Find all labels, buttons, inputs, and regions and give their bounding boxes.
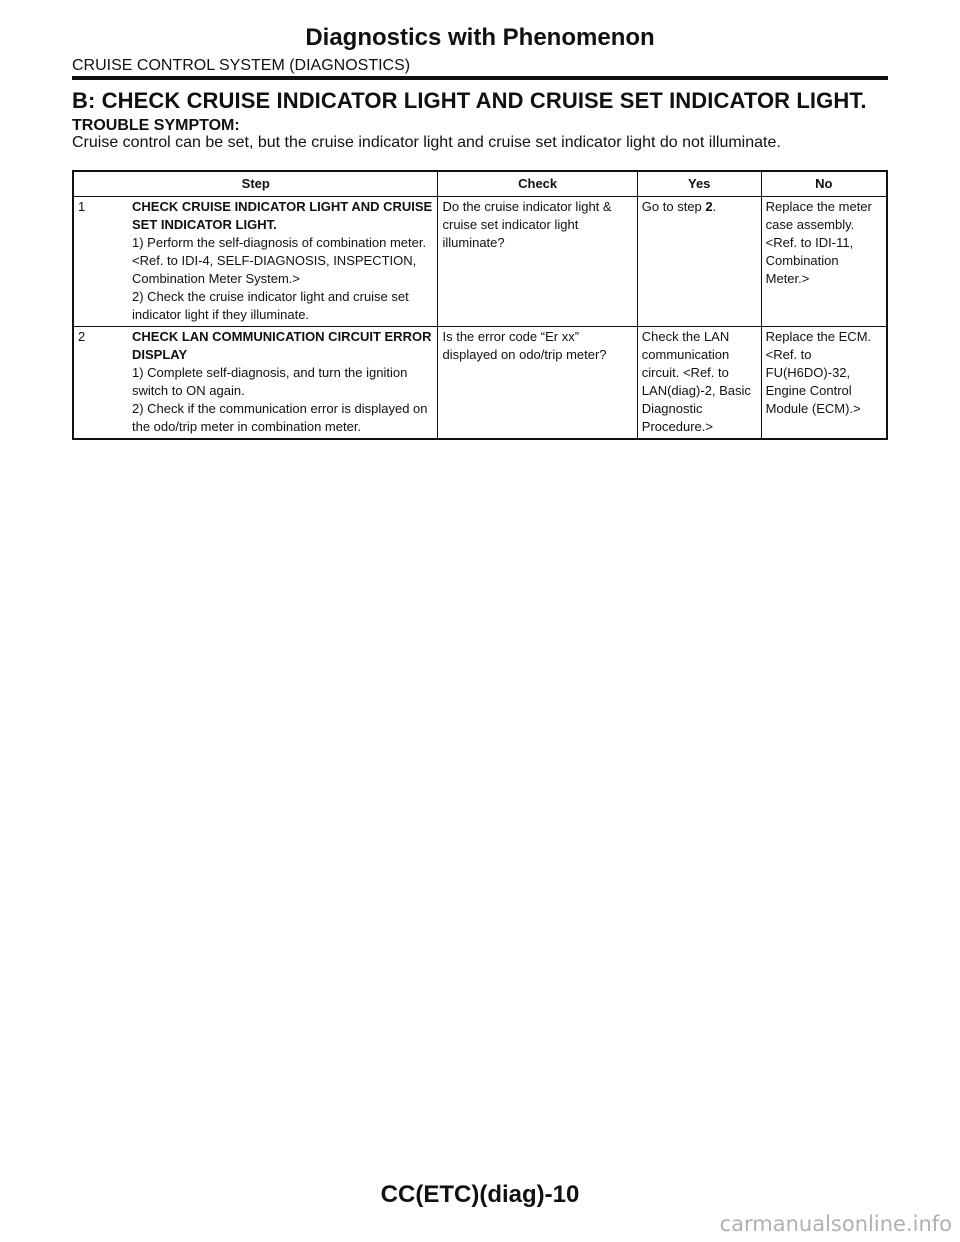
step-instruction: 1) Complete self-diagnosis, and turn the ignition switch to ON again. — [132, 365, 408, 398]
column-header-step: Step — [73, 171, 438, 197]
page-title: Diagnostics with Phenomenon — [305, 24, 655, 51]
procedure-heading: B: CHECK CRUISE INDICATOR LIGHT AND CRUISE SET INDICATOR LIGHT. — [72, 88, 867, 113]
step-cell — [73, 327, 438, 440]
trouble-symptom-text: Cruise control can be set, but the cruise indicator light and cruise set indicator light do not illuminate. — [72, 134, 781, 151]
table-row — [73, 197, 887, 327]
yes-text-end: . — [712, 199, 717, 214]
watermark: carmanualsonline.info — [719, 1212, 952, 1236]
column-header-no: No — [761, 171, 887, 197]
step-instruction: 2) Check the cruise indicator light and cruise set indicator light if they illuminate. — [132, 289, 409, 322]
step-title: CHECK LAN COMMUNICATION CIRCUIT ERROR DISPLAY — [132, 329, 432, 362]
no-cell: Replace the meter case assembly. <Ref. to IDI-11, Combination Meter.> — [761, 197, 887, 327]
step-instruction: 2) Check if the communication error is displayed on the odo/trip meter in combination meter. — [132, 401, 428, 434]
yes-step-ref: 2 — [705, 199, 713, 214]
yes-cell — [637, 197, 761, 327]
trouble-symptom-label: TROUBLE SYMPTOM: — [72, 117, 240, 134]
column-header-check: Check — [438, 171, 637, 197]
step-number: 1 — [78, 199, 86, 214]
check-cell: Do the cruise indicator light & cruise set indicator light illuminate? — [438, 197, 637, 327]
yes-text: Go to step — [641, 199, 706, 214]
check-cell: Is the error code “Er xx” displayed on odo/trip meter? — [438, 327, 637, 440]
step-title: CHECK CRUISE INDICATOR LIGHT AND CRUISE SET INDICATOR LIGHT. — [132, 199, 433, 232]
step-instruction: 1) Perform the self-diagnosis of combination meter. <Ref. to IDI-4, SELF-DIAGNOSIS, INSPECTION, Combination Meter System.> — [132, 235, 427, 286]
yes-cell: Check the LAN communication circuit. <Ref. to LAN(diag)-2, Basic Diagnostic Procedure.> — [637, 327, 761, 440]
section-name: CRUISE CONTROL SYSTEM (DIAGNOSTICS) — [72, 57, 411, 74]
page-number: CC(ETC)(diag)-10 — [380, 1181, 580, 1208]
column-header-yes: Yes — [637, 171, 761, 197]
header-divider — [72, 76, 888, 80]
table-row — [73, 327, 887, 440]
diagnostic-table — [72, 170, 888, 440]
step-number: 2 — [78, 329, 86, 344]
table-header-row — [73, 171, 887, 197]
no-cell: Replace the ECM. <Ref. to FU(H6DO)-32, Engine Control Module (ECM).> — [761, 327, 887, 440]
step-cell — [73, 197, 438, 327]
